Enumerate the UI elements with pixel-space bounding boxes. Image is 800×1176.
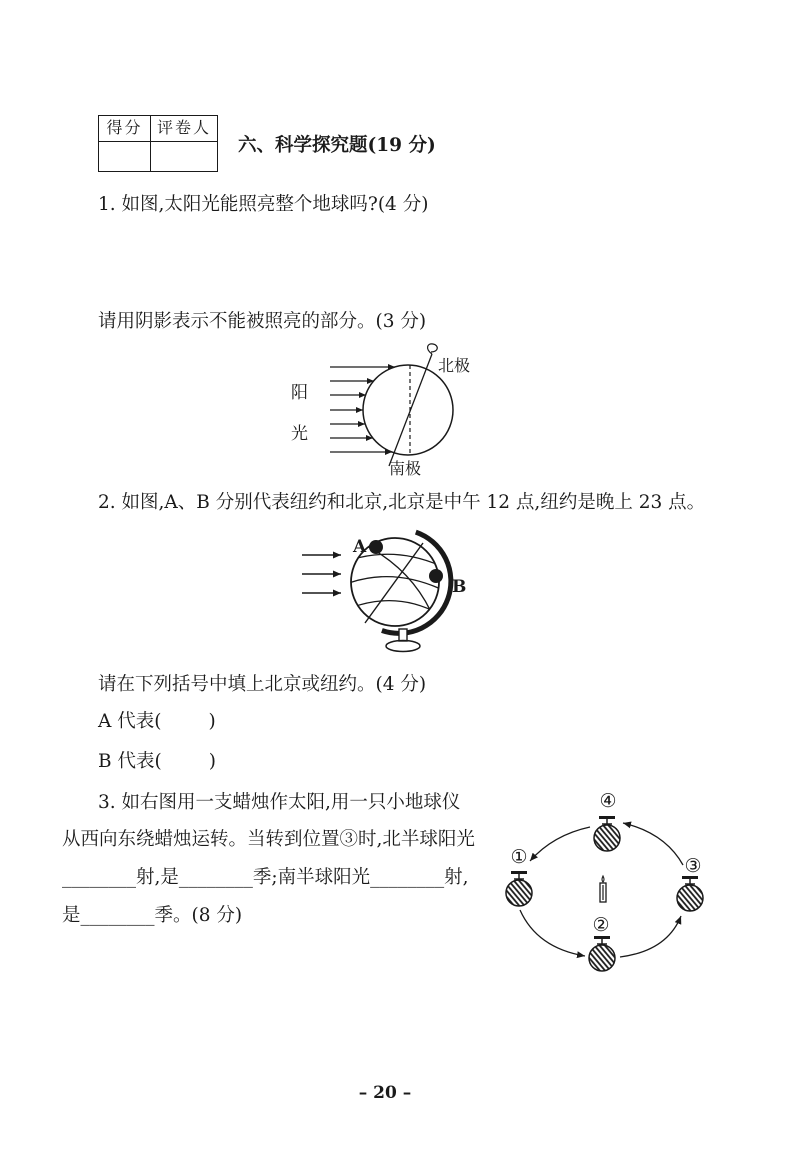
position-4-label: ④ [599,790,617,812]
earth-circle [363,365,453,455]
sunlight-arrows [302,555,341,593]
page-number: – 20 – [358,1083,412,1103]
q2-question: 2. 如图,A、B 分别代表纽约和北京,北京是中午 12 点,纽约是晚上 23 点。 [98,492,706,513]
score-table [98,115,218,172]
orbit-arrow-4-to-1 [530,827,590,861]
globe-stand-base [386,641,420,652]
globe-diagram [295,525,480,660]
orbit-arrow-1-to-2 [520,910,585,956]
q2-answer-b: B 代表( ) [98,751,216,772]
q2-instruction: 请在下列括号中填上北京或纽约。(4 分) [98,674,427,695]
sunlight-earth-diagram [285,340,485,480]
globe-stand-neck [399,629,407,641]
point-b-label: B [452,577,467,597]
globe-meridian-ring [382,532,451,633]
globe-position-1 [506,871,532,906]
latitude-line [353,601,441,615]
candle-icon [600,876,606,902]
hatched-globe-icon [506,880,532,906]
q1-instruction: 请用阴影表示不能被照亮的部分。(3 分) [98,311,427,332]
grader-cell [151,142,217,171]
position-1-label: ① [510,846,528,868]
hatched-globe-icon [677,885,703,911]
globe-stand-bar [594,936,610,939]
globe-stand-bar [599,816,615,819]
q3-line-3: ________射,是________季;南半球阳光________射, [62,867,469,888]
globe-position-3 [677,876,703,911]
position-2-label: ② [592,914,610,936]
globe-position-4 [594,816,620,851]
section-title: 六、科学探究题(19 分) [238,135,436,156]
point-b-dot [429,569,443,583]
globe-position-2 [589,936,615,971]
q2-answer-a: A 代表( ) [98,711,216,732]
point-a-label: A [353,537,367,557]
grader-header: 评卷人 [151,116,217,142]
north-pole-label: 北极 [438,356,471,375]
q3-line-2: 从西向东绕蜡烛运转。当转到位置③时,北半球阳光 [62,829,475,850]
q3-line-4: 是________季。(8 分) [62,905,243,926]
q1-question: 1. 如图,太阳光能照亮整个地球吗?(4 分) [98,194,429,215]
candle-orbit-diagram [495,785,725,980]
orbit-arrow-2-to-3 [620,916,681,957]
sunlight-label-char-2: 光 [291,424,308,444]
point-a-dot [369,540,383,554]
score-cell [99,142,151,171]
orbit-arrow-3-to-4 [623,823,683,865]
hatched-globe-icon [594,825,620,851]
sunlight-label-char-1: 阳 [291,383,308,403]
south-pole-label: 南极 [389,459,422,478]
globe-stand-bar [511,871,527,874]
position-3-label: ③ [684,855,702,877]
score-header: 得分 [99,116,151,142]
north-pole-curl-icon [428,344,438,354]
candle-flame [602,876,604,882]
hatched-globe-icon [589,945,615,971]
q3-line-1: 3. 如右图用一支蜡烛作太阳,用一只小地球仪 [98,792,461,813]
